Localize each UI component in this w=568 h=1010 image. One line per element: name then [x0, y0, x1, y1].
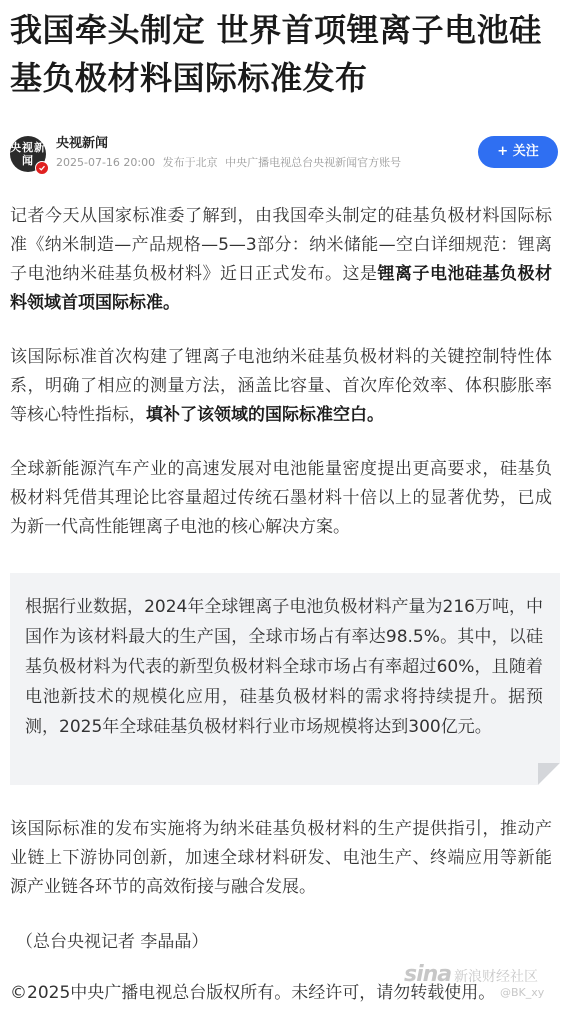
reporter-credit: （总台央视记者 李晶晶） [16, 932, 209, 952]
avatar-text: 央视新闻 [10, 141, 46, 167]
paragraph-2-text: 该国际标准首次构建了锂离子电池纳米硅基负极材料的关键控制特性体系，明确了相应的测量方法，涵盖比容量、首次库伦效率、体积膨胀率等核心特性指标， [10, 347, 552, 425]
author-meta [56, 155, 405, 171]
watermark-site: 新浪财经社区 [454, 969, 538, 985]
publish-location: 发布于北京 [162, 156, 218, 169]
verified-badge-icon [35, 161, 49, 175]
quote-fold-corner [538, 763, 560, 785]
paragraph-1 [10, 202, 552, 318]
publish-date: 2025-07-16 20:00 [56, 156, 156, 169]
watermark-logo: sina [404, 962, 452, 987]
author-bar [10, 134, 560, 174]
watermark-user: @BK_xy [500, 986, 545, 999]
paragraph-3: 全球新能源汽车产业的高速发展对电池能量密度提出更高要求，硅基负极材料凭借其理论比容量超过传统石墨材料十倍以上的显著优势，已成为新一代高性能锂离子电池的核心解决方案。 [10, 459, 552, 537]
quote-text: 根据行业数据，2024年全球锂离子电池负极材料产量为216万吨，中国作为该材料最大的生产国，全球市场占有率达98.5%。其中，以硅基负极材料为代表的新型负极材料全球市场占有率超过60%，且随着电池新技术的规模化应用，硅基负极材料的需求将持续提升。据预测，2025年全球硅基负极材料行业市场规模将达到300亿元。 [25, 597, 543, 737]
copyright-notice: ©2025中央广播电视总台版权所有。未经许可，请勿转载使用。 [10, 983, 496, 1003]
paragraph-1-emphasis: 锂离子电池硅基负极材料领域首项国际标准。 [10, 264, 552, 313]
quote-block [10, 573, 560, 785]
author-name[interactable]: 央视新闻 [56, 136, 109, 151]
paragraph-2-emphasis: 填补了该领域的国际标准空白。 [146, 405, 384, 425]
paragraph-2 [10, 343, 552, 430]
author-description: 中央广播电视总台央视新闻官方账号 [225, 156, 402, 169]
article-title: 我国牵头制定 世界首项锂离子电池硅基负极材料国际标准发布 [10, 11, 542, 97]
paragraph-4: 该国际标准的发布实施将为纳米硅基负极材料的生产提供指引，推动产业链上下游协同创新，加速全球材料研发、电池生产、终端应用等新能源产业链各环节的高效衔接与融合发展。 [10, 819, 552, 897]
paragraph-1-text: 记者今天从国家标准委了解到，由我国牵头制定的硅基负极材料国际标准《纳米制造—产品规格—5—3部分：纳米储能—空白详细规范：锂离子电池纳米硅基负极材料》近日正式发布。这是 [10, 206, 552, 284]
follow-button[interactable]: + 关注 [478, 136, 558, 168]
